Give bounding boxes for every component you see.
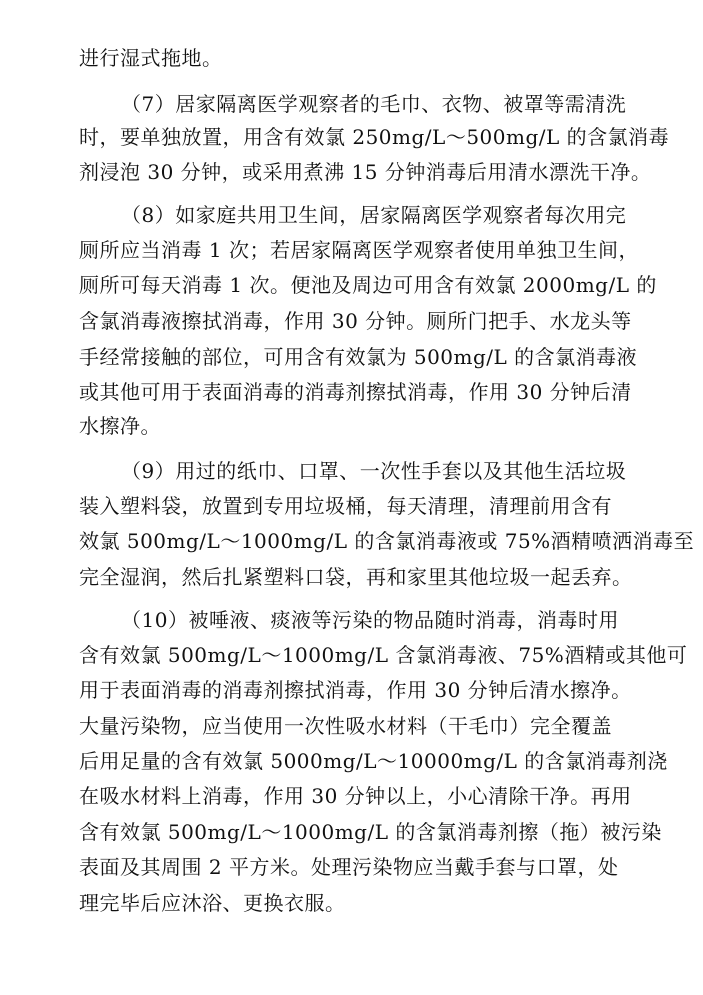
text-line: 进行湿式拖地。	[79, 46, 223, 70]
text-line: 在吸水材料上消毒，作用 30 分钟以上，小心清除干净。再用	[79, 784, 632, 808]
text-line: （10）被唾液、痰液等污染的物品随时消毒，消毒时用	[121, 608, 619, 632]
text-line: 厕所可每天消毒 1 次。便池及周边可用含有效氯 2000mg/L 的	[79, 273, 657, 297]
text-line: 含氯消毒液擦拭消毒，作用 30 分钟。厕所门把手、水龙头等	[79, 309, 632, 333]
text-line: 效氯 500mg/L～1000mg/L 的含氯消毒液或 75%酒精喷洒消毒至	[79, 529, 695, 553]
text-line: （8）如家庭共用卫生间，居家隔离医学观察者每次用完	[121, 203, 627, 227]
text-line: 用于表面消毒的消毒剂擦拭消毒，作用 30 分钟后清水擦净。	[79, 678, 632, 702]
text-line: 手经常接触的部位，可用含有效氯为 500mg/L 的含氯消毒液	[79, 345, 638, 369]
text-line: （7）居家隔离医学观察者的毛巾、衣物、被罩等需清洗	[121, 92, 627, 116]
text-line: 表面及其周围 2 平方米。处理污染物应当戴手套与口罩，处	[79, 855, 619, 879]
text-line: 时，要单独放置，用含有效氯 250mg/L～500mg/L 的含氯消毒	[79, 125, 670, 149]
text-line: 含有效氯 500mg/L～1000mg/L 含氯消毒液、75%酒精或其他可	[79, 643, 688, 667]
text-line: 大量污染物，应当使用一次性吸水材料（干毛巾）完全覆盖	[79, 714, 612, 738]
text-line: 含有效氯 500mg/L～1000mg/L 的含氯消毒剂擦（拖）被污染	[79, 820, 662, 844]
text-line: 理完毕后应沐浴、更换衣服。	[79, 891, 346, 915]
text-line: 装入塑料袋，放置到专用垃圾桶，每天清理，清理前用含有	[79, 494, 612, 518]
text-line: 厕所应当消毒 1 次；若居家隔离医学观察者使用单独卫生间，	[79, 238, 639, 262]
text-line: （9）用过的纸巾、口罩、一次性手套以及其他生活垃圾	[121, 459, 627, 483]
text-line: 或其他可用于表面消毒的消毒剂擦拭消毒，作用 30 分钟后清	[79, 380, 632, 404]
text-line: 水擦净。	[79, 414, 161, 438]
text-line: 后用足量的含有效氯 5000mg/L～10000mg/L 的含氯消毒剂浇	[79, 749, 668, 773]
text-line: 剂浸泡 30 分钟，或采用煮沸 15 分钟消毒后用清水漂洗干净。	[79, 160, 652, 184]
text-line: 完全湿润，然后扎紧塑料口袋，再和家里其他垃圾一起丢弃。	[79, 565, 633, 589]
